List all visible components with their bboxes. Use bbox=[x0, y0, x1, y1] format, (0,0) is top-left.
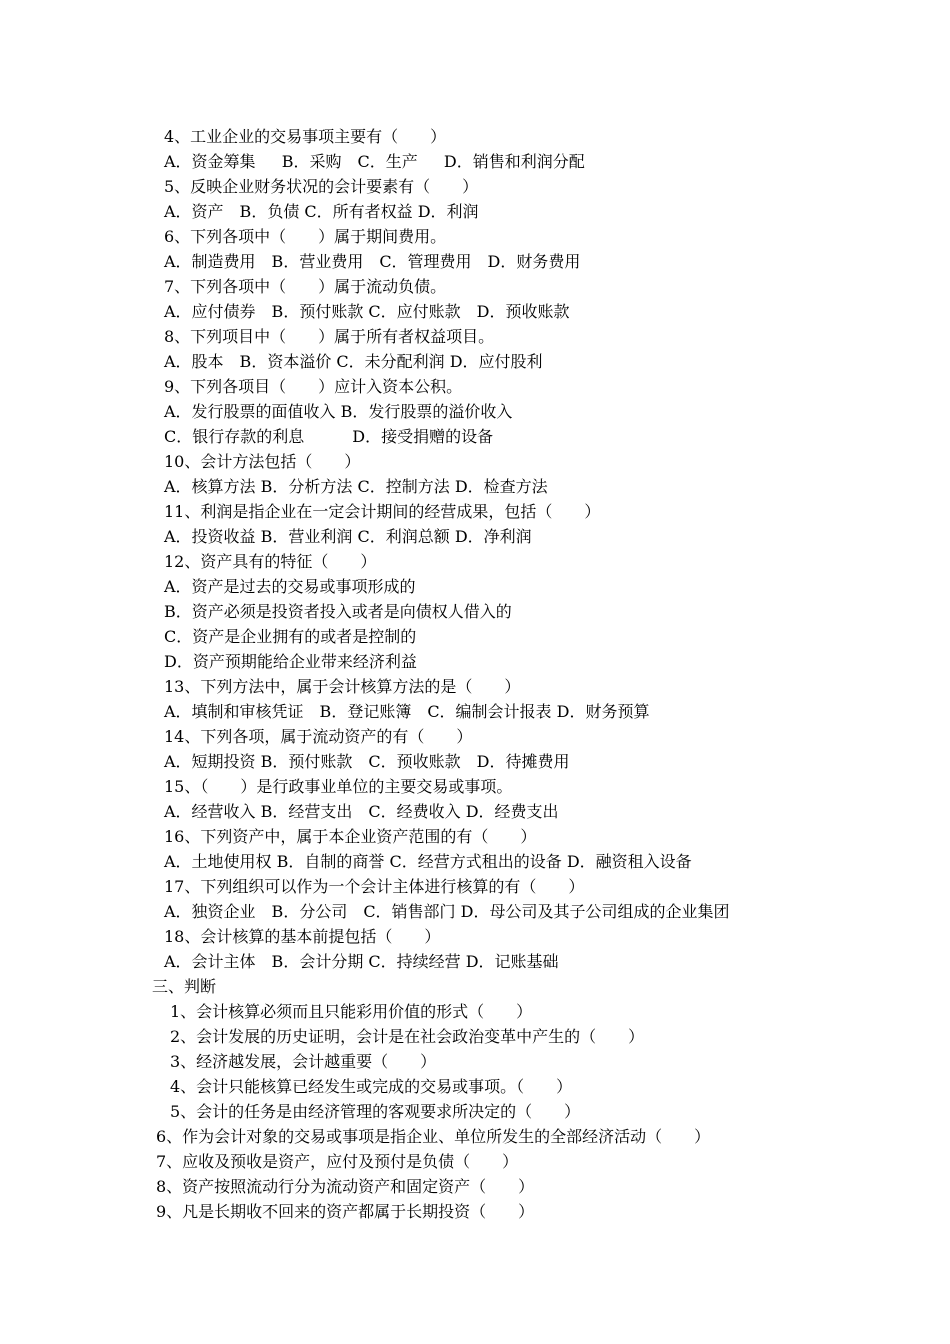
question-18: 18、会计核算的基本前提包括（ ） bbox=[164, 927, 441, 946]
question-18-options: A．会计主体 B．会计分期 C．持续经营 D．记账基础 bbox=[164, 952, 559, 971]
question-12-option-b: B．资产必须是投资者投入或者是向债权人借入的 bbox=[164, 602, 512, 621]
question-15-options: A．经营收入 B．经营支出 C．经费收入 D．经费支出 bbox=[164, 802, 559, 821]
judgement-7: 7、应收及预收是资产，应付及预付是负债（ ） bbox=[156, 1152, 519, 1171]
question-15: 15、（ ）是行政事业单位的主要交易或事项。 bbox=[164, 777, 513, 796]
question-8-options: A．股本 B．资本溢价 C．未分配利润 D．应付股利 bbox=[164, 352, 543, 371]
question-12-option-a: A．资产是过去的交易或事项形成的 bbox=[164, 577, 416, 596]
question-7: 7、下列各项中（ ）属于流动负债。 bbox=[164, 277, 447, 296]
question-9-options-ab: A．发行股票的面值收入 B．发行股票的溢价收入 bbox=[164, 402, 513, 421]
question-6-options: A．制造费用 B．营业费用 C．管理费用 D．财务费用 bbox=[164, 252, 581, 271]
judgement-8: 8、资产按照流动行分为流动资产和固定资产（ ） bbox=[156, 1177, 535, 1196]
question-9: 9、下列各项目（ ）应计入资本公积。 bbox=[164, 377, 463, 396]
question-11-options: A．投资收益 B．营业利润 C．利润总额 D．净利润 bbox=[164, 527, 532, 546]
question-11: 11、利润是指企业在一定会计期间的经营成果，包括（ ） bbox=[164, 502, 601, 521]
question-7-options: A．应付债券 B．预付账款 C．应付账款 D．预收账款 bbox=[164, 302, 570, 321]
question-8: 8、下列项目中（ ）属于所有者权益项目。 bbox=[164, 327, 495, 346]
judgement-2: 2、会计发展的历史证明，会计是在社会政治变革中产生的（ ） bbox=[170, 1027, 645, 1046]
question-12-option-d: D．资产预期能给企业带来经济利益 bbox=[164, 652, 417, 671]
question-16: 16、下列资产中，属于本企业资产范围的有（ ） bbox=[164, 827, 537, 846]
question-13-options: A．填制和审核凭证 B．登记账簿 C．编制会计报表 D．财务预算 bbox=[164, 702, 650, 721]
judgement-1: 1、会计核算必须而且只能彩用价值的形式（ ） bbox=[170, 1002, 533, 1021]
question-10: 10、会计方法包括（ ） bbox=[164, 452, 361, 471]
question-10-options: A．核算方法 B．分析方法 C．控制方法 D．检查方法 bbox=[164, 477, 548, 496]
judgement-3: 3、经济越发展，会计越重要（ ） bbox=[170, 1052, 437, 1071]
judgement-6: 6、作为会计对象的交易或事项是指企业、单位所发生的全部经济活动（ ） bbox=[156, 1127, 711, 1146]
question-5: 5、反映企业财务状况的会计要素有（ ） bbox=[164, 177, 479, 196]
question-4: 4、工业企业的交易事项主要有（ ） bbox=[164, 127, 447, 146]
question-17: 17、下列组织可以作为一个会计主体进行核算的有（ ） bbox=[164, 877, 585, 896]
question-17-options: A．独资企业 B．分公司 C．销售部门 D．母公司及其子公司组成的企业集团 bbox=[164, 902, 730, 921]
question-4-options: A．资金筹集 B．采购 C．生产 D．销售和利润分配 bbox=[164, 152, 585, 171]
question-14: 14、下列各项，属于流动资产的有（ ） bbox=[164, 727, 473, 746]
question-9-options-cd: C．银行存款的利息 D．接受捐赠的设备 bbox=[164, 427, 494, 446]
judgement-9: 9、凡是长期收不回来的资产都属于长期投资（ ） bbox=[156, 1202, 535, 1221]
judgement-4: 4、会计只能核算已经发生或完成的交易或事项。（ ） bbox=[170, 1077, 573, 1096]
question-12-option-c: C．资产是企业拥有的或者是控制的 bbox=[164, 627, 417, 646]
question-13: 13、下列方法中，属于会计核算方法的是（ ） bbox=[164, 677, 521, 696]
question-16-options: A．土地使用权 B．自制的商誉 C．经营方式租出的设备 D．融资租入设备 bbox=[164, 852, 692, 871]
section-heading-judgement: 三、判断 bbox=[152, 977, 217, 996]
question-12: 12、资产具有的特征（ ） bbox=[164, 552, 377, 571]
question-14-options: A．短期投资 B．预付账款 C．预收账款 D．待摊费用 bbox=[164, 752, 570, 771]
judgement-5: 5、会计的任务是由经济管理的客观要求所决定的（ ） bbox=[170, 1102, 581, 1121]
question-6: 6、下列各项中（ ）属于期间费用。 bbox=[164, 227, 447, 246]
question-5-options: A．资产 B．负债 C．所有者权益 D．利润 bbox=[164, 202, 479, 221]
